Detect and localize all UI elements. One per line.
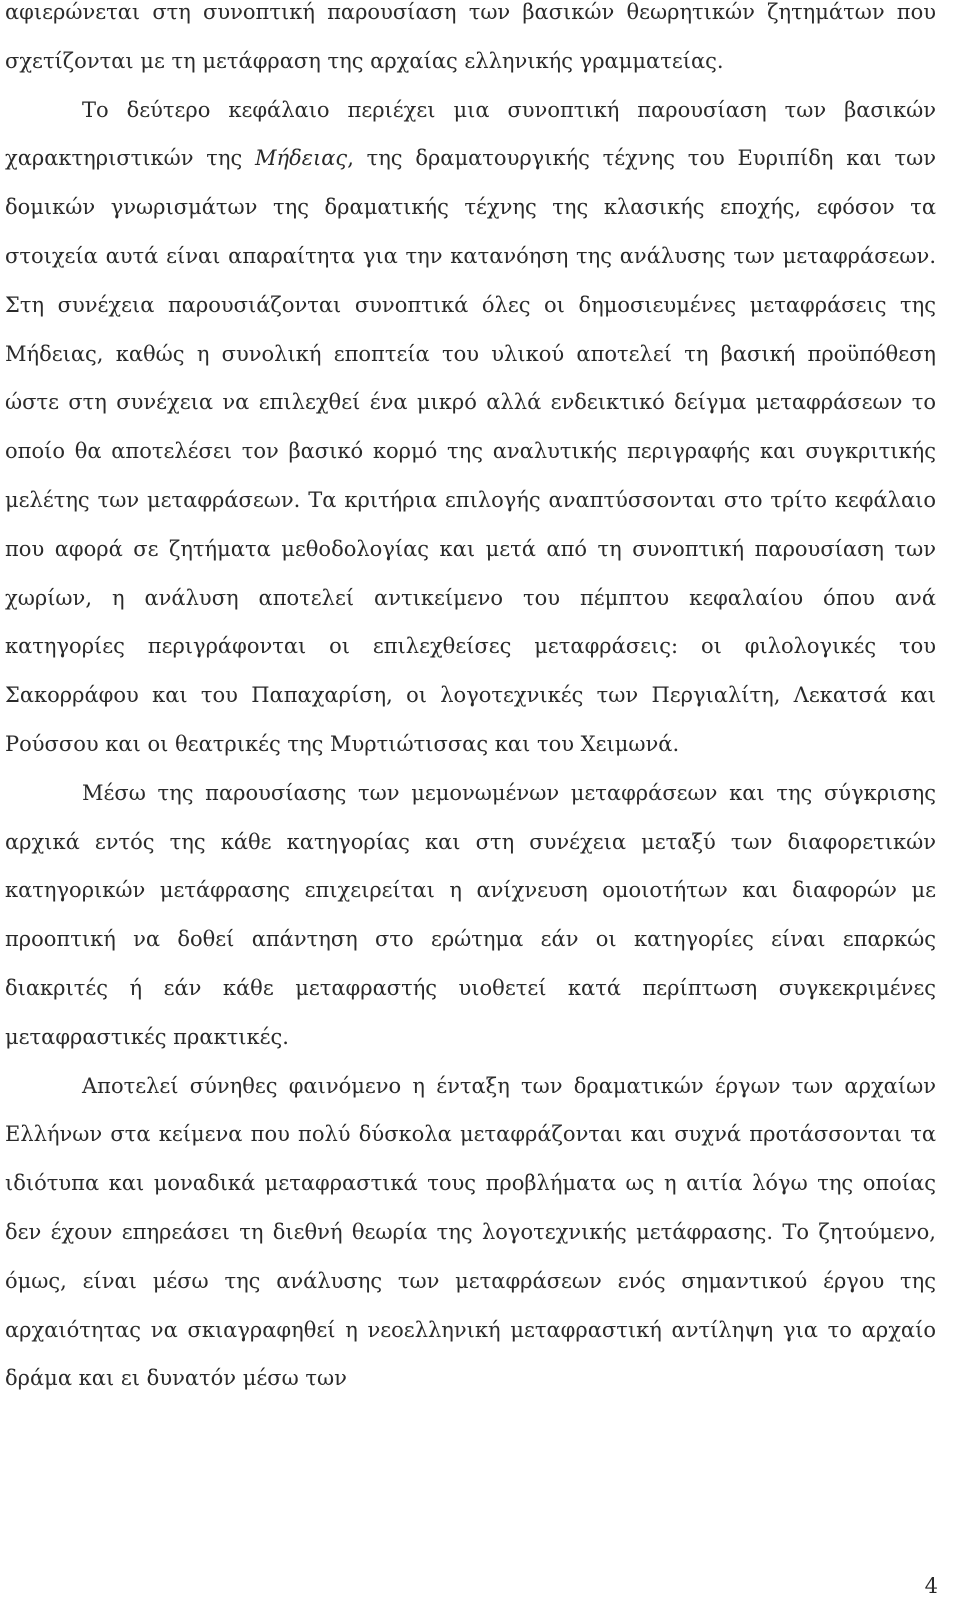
page-number: 4: [924, 1574, 938, 1598]
paragraph-2-italic-title: Μήδειας: [255, 146, 348, 171]
paragraph-1: αφιερώνεται στη συνοπτική παρουσίαση των βασικών θεωρητικών ζητημάτων που σχετίζονται με τη μετάφραση της αρχαίας ελληνικής γραμματείας.: [5, 0, 936, 73]
paragraph-2-text-start: Το δεύτερο κεφάλαιο περιέχει μια συνοπτική παρουσίαση των βασικών χαρακτηριστικών της: [5, 97, 936, 171]
paragraph-2: [5, 86, 936, 769]
paragraph-4: Αποτελεί σύνηθες φαινόμενο η ένταξη των δραματικών έργων των αρχαίων Ελλήνων στα κείμενα που πολύ δύσκολα μεταφράζονται και συχνά προτάσσονται τα ιδιότυπα και μοναδικά μεταφραστικά τους προβλήματα ως η αιτία λόγω της οποίας δεν έχουν επηρεάσει τη διεθνή θεωρία της λογοτεχνικής μετάφρασης. Το ζητούμενο, όμως, είναι μέσω της ανάλυσης των μεταφράσεων ενός σημαντικού έργου της αρχαιότητας να σκιαγραφηθεί η νεοελληνική μεταφραστική αντίληψη για το αρχαίο δράμα και ει δυνατόν μέσω των: [5, 1073, 936, 1391]
document-page: [5, 0, 936, 1403]
paragraph-3: Μέσω της παρουσίασης των μεμονωμένων μεταφράσεων και της σύγκρισης αρχικά εντός της κάθε κατηγορίας και στη συνέχεια μεταξύ των διαφορετικών κατηγορικών μετάφρασης επιχειρείται η ανίχνευση ομοιοτήτων και διαφορών με προοπτική να δοθεί απάντηση στο ερώτημα εάν οι κατηγορίες είναι επαρκώς διακριτές ή εάν κάθε μεταφραστής υιοθετεί κατά περίπτωση συγκεκριμένες μεταφραστικές πρακτικές.: [5, 780, 936, 1049]
paragraph-2-text-end: , της δραματουργικής τέχνης του Ευριπίδη και των δομικών γνωρισμάτων της δραματικής τέχνης της κλασικής εποχής, εφόσον τα στοιχεία αυτά είναι απαραίτητα για την κατανόηση της ανάλυσης των μεταφράσεων. Στη συνέχεια παρουσιάζονται συνοπτικά όλες οι δημοσιευμένες μεταφράσεις της Μήδειας, καθώς η συνολική εποπτεία του υλικού αποτελεί τη βασική προϋπόθεση ώστε στη συνέχεια να επιλεχθεί ένα μικρό αλλά ενδεικτικό δείγμα μεταφράσεων το οποίο θα αποτελέσει τον βασικό κορμό της αναλυτικής περιγραφής και συγκριτικής μελέτης των μεταφράσεων. Τα κριτήρια επιλογής αναπτύσσονται στο τρίτο κεφάλαιο που αφορά σε ζητήματα μεθοδολογίας και μετά από τη συνοπτική παρουσίαση των χωρίων, η ανάλυση αποτελεί αντικείμενο του πέμπτου κεφαλαίου όπου ανά κατηγορίες περιγράφονται οι επιλεχθείσες μεταφράσεις: οι φιλολογικές του Σακορράφου και του Παπαχαρίση, οι λογοτεχνικές των Περγιαλίτη, Λεκατσά και Ρούσσου και οι θεατρικές της Μυρτιώτισσας και του Χειμωνά.: [5, 146, 937, 756]
